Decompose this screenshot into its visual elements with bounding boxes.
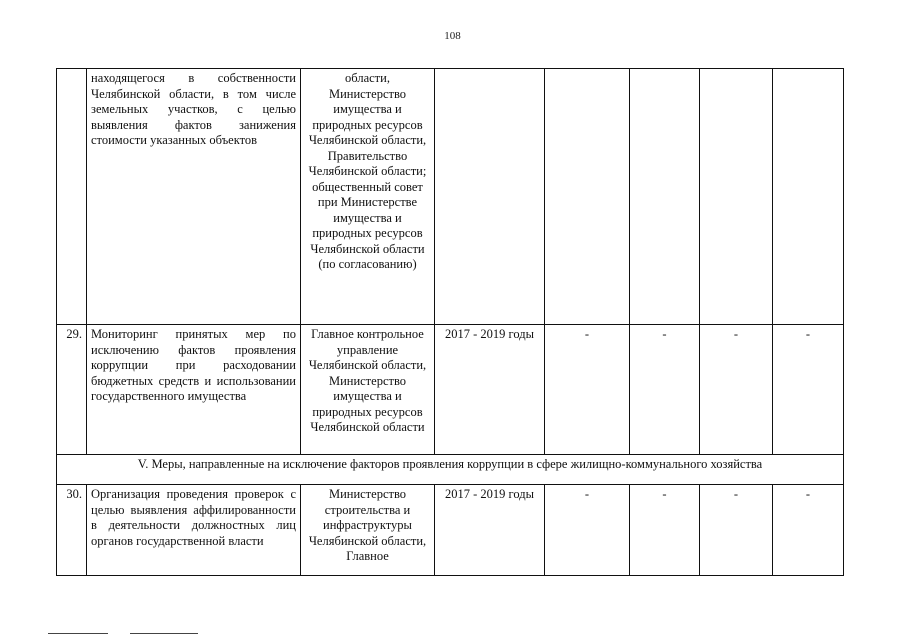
funding-cell-2: [630, 69, 700, 325]
funding-cell-3: -: [700, 485, 773, 576]
section-title: V. Меры, направленные на исключение факторов проявления коррупции в сфере жилищно-коммунального хозяйства: [57, 455, 844, 485]
measures-table: [56, 68, 844, 576]
page-number: 108: [444, 30, 461, 42]
executors-cell: области, Министерство имущества и природных ресурсов Челябинской области, Правительство Челябинской области; общественный совет при Министерстве имущества и природных ресурсов Челябинской области (по согласованию): [301, 69, 435, 325]
funding-cell-4: -: [773, 485, 844, 576]
row-number: 29.: [57, 325, 87, 455]
measure-text: Мониторинг принятых мер по исключению фактов проявления коррупции при расходовании бюджетных средств и использовании государственного имущества: [87, 325, 301, 455]
funding-cell-1: [545, 69, 630, 325]
footer-rule: [130, 633, 198, 634]
term-cell: 2017 - 2019 годы: [435, 485, 545, 576]
table-row-29: [57, 325, 844, 455]
funding-cell-1: -: [545, 325, 630, 455]
table-row-continuation: [57, 69, 844, 325]
funding-cell-2: -: [630, 485, 700, 576]
measure-text: Организация проведения проверок с целью выявления аффилированности в деятельности должностных лиц органов государственной власти: [87, 485, 301, 576]
executors-cell: Министерство строительства и инфраструктуры Челябинской области, Главное: [301, 485, 435, 576]
funding-cell-4: [773, 69, 844, 325]
term-cell: [435, 69, 545, 325]
funding-cell-3: -: [700, 325, 773, 455]
table-row-30: [57, 485, 844, 576]
funding-cell-4: -: [773, 325, 844, 455]
row-number: 30.: [57, 485, 87, 576]
executors-cell: Главное контрольное управление Челябинской области, Министерство имущества и природных ресурсов Челябинской области: [301, 325, 435, 455]
term-cell: 2017 - 2019 годы: [435, 325, 545, 455]
funding-cell-1: -: [545, 485, 630, 576]
funding-cell-2: -: [630, 325, 700, 455]
section-heading-row: [57, 455, 844, 485]
footer-rule: [48, 633, 108, 634]
funding-cell-3: [700, 69, 773, 325]
measure-text: находящегося в собственности Челябинской области, в том числе земельных участков, с целью выявления фактов занижения стоимости указанных объектов: [87, 69, 301, 325]
row-number: [57, 69, 87, 325]
